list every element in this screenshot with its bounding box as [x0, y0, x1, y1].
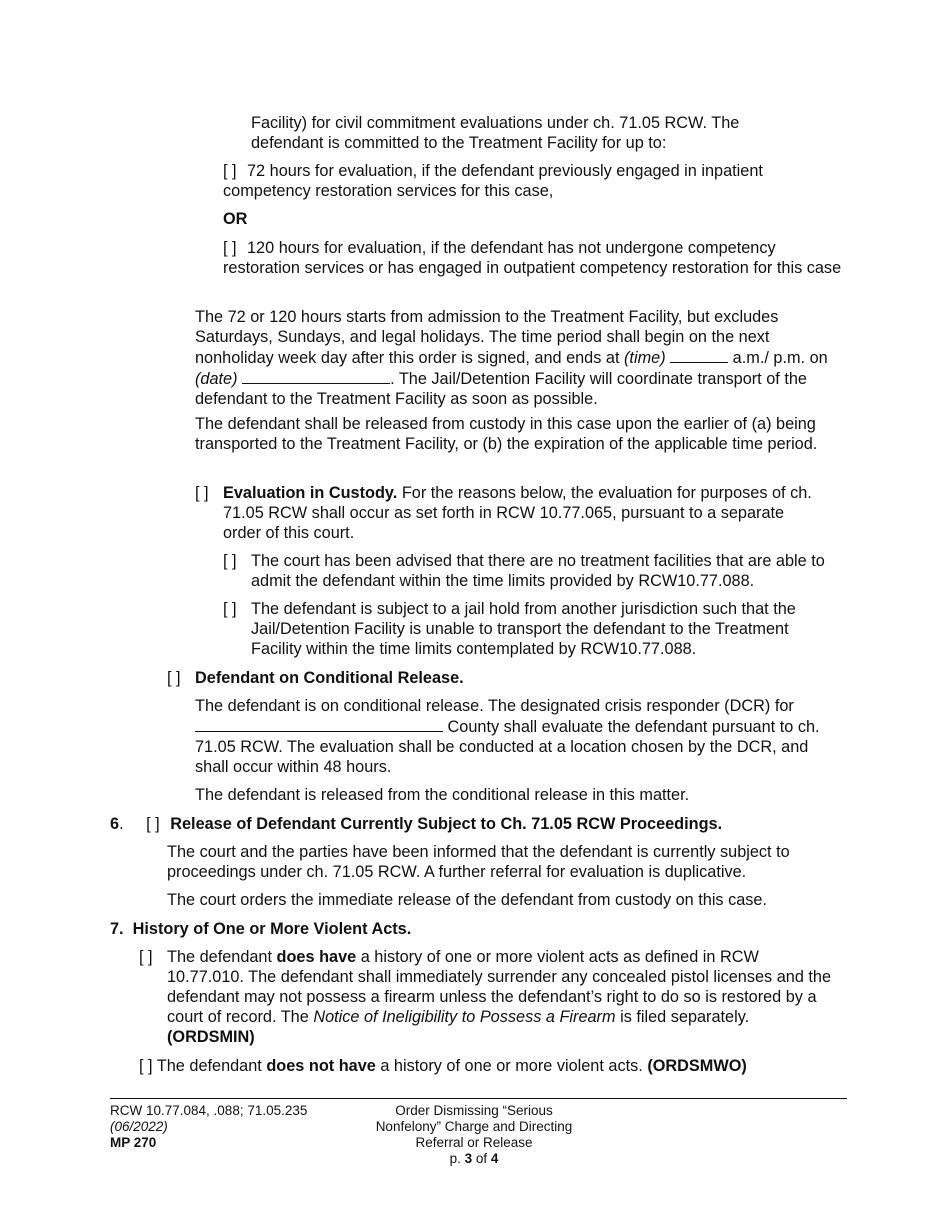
option-120-text: 120 hours for evaluation, if the defendant has not undergone competency restoration services or has engaged in outpatient competency restoration for this case [223, 239, 842, 277]
footer-divider [110, 1098, 847, 1099]
section-6-paragraph-2: The court orders the immediate release of the defendant from custody on this case. [167, 891, 768, 909]
does-not-have-text: a history of one or more violent acts. [375, 1057, 648, 1075]
footer-center [334, 1103, 614, 1167]
time-blank-field[interactable] [670, 347, 728, 363]
time-text-1: The 72 or 120 hours starts from admission to the Treatment Facility, but excludes Saturdays, Sundays, and legal holidays. The time period shall begin on the next nonholiday week day after this order is signed, and ends at [195, 308, 779, 367]
does-have-post: is filed separately. [615, 1008, 750, 1026]
option-72-text: 72 hours for evaluation, if the defendant previously engaged in inpatient competency restoration services for this case, [223, 162, 763, 200]
section-6-heading [110, 814, 850, 834]
firearm-notice-title: Notice of Ineligibility to Possess a Firearm [313, 1008, 616, 1026]
conditional-line-1: The defendant is on conditional release. The designated crisis responder (DCR) for [195, 697, 794, 715]
evaluation-in-custody [195, 483, 825, 543]
footer-title-line-1: Order Dismissing “Serious [395, 1103, 553, 1118]
code-ordsmin: (ORDSMIN) [167, 1028, 255, 1046]
or-label: OR [223, 210, 248, 228]
evaluation-custody-heading: Evaluation in Custody. [223, 484, 398, 502]
facility-line-2: defendant is committed to the Treatment Facility for up to: [251, 134, 667, 152]
evaluation-custody-text: For the reasons below, the evaluation for purposes of ch. 71.05 RCW shall occur as set forth in RCW 10.77.065, pursuant to a separate order of this court. [223, 484, 812, 542]
footer-form-number: MP 270 [110, 1135, 157, 1150]
conditional-release [167, 668, 827, 688]
checkbox-evaluation-custody[interactable]: [ ] [195, 484, 209, 502]
custody-reason-1-text: The court has been advised that there are no treatment facilities that are able to admit the defendant within the time limits provided by RCW10.77.088. [251, 552, 825, 590]
footer-title-line-3: Referral or Release [415, 1135, 533, 1150]
conditional-release-heading: Defendant on Conditional Release. [195, 669, 464, 687]
section-6-dot: . [119, 815, 124, 833]
time-label: (time) [624, 349, 666, 367]
checkbox-custody-reason-2[interactable]: [ ] [223, 600, 237, 618]
option-120-hours [223, 238, 843, 278]
checkbox-120-hours[interactable]: [ ] [223, 239, 237, 257]
release-paragraph: The defendant shall be released from custody in this case upon the earlier of (a) being transported to the Treatment Facility, or (b) the expiration of the applicable time period. [195, 415, 818, 453]
footer-date: (06/2022) [110, 1119, 168, 1134]
ampm-text: a.m./ p.m. on [728, 349, 828, 367]
violent-acts-option-2 [139, 1056, 839, 1076]
time-period-paragraph [195, 307, 840, 409]
checkbox-custody-reason-1[interactable]: [ ] [223, 552, 237, 570]
section-6-number: 6 [110, 815, 120, 833]
checkbox-section-6[interactable]: [ ] [146, 815, 160, 833]
option-72-hours [223, 161, 843, 201]
footer-page-number: p. 3 of 4 [449, 1151, 499, 1166]
does-not-have-pre: The defendant [152, 1057, 267, 1075]
footer-left [110, 1103, 307, 1151]
checkbox-does-have[interactable]: [ ] [139, 948, 153, 966]
county-blank-field[interactable] [195, 716, 443, 732]
code-ordsmwo: (ORDSMWO) [647, 1057, 747, 1075]
violent-acts-option-1 [139, 947, 839, 1047]
date-blank-field[interactable] [242, 368, 390, 384]
does-have-text: a history of one or more violent acts as defined in RCW 10.77.010. The defendant shall immediately surrender any concealed pistol licenses and the defendant may not possess a firearm unless the defendant’s right to do so is restored by a court of record. The [167, 948, 832, 1026]
date-label: (date) [195, 370, 238, 388]
does-not-have-bold: does not have [266, 1057, 376, 1075]
conditional-paragraph-2: The defendant is released from the conditional release in this matter. [195, 786, 690, 804]
does-have-pre: The defendant [167, 948, 277, 966]
checkbox-72-hours[interactable]: [ ] [223, 162, 237, 180]
footer-title-line-2: Nonfelony” Charge and Directing [375, 1119, 573, 1134]
time-text-2: . The Jail/Detention Facility will coordinate transport of the defendant to the Treatment Facility as soon as possible. [195, 370, 807, 408]
footer-statute: RCW 10.77.084, .088; 71.05.235 [110, 1103, 308, 1118]
checkbox-conditional-release[interactable]: [ ] [167, 669, 181, 687]
section-6-title: Release of Defendant Currently Subject to Ch. 71.05 RCW Proceedings. [170, 815, 723, 833]
conditional-line-rest: County shall evaluate the defendant pursuant to ch. 71.05 RCW. The evaluation shall be conducted at a location chosen by the DCR, and shall occur within 48 hours. [195, 718, 820, 776]
facility-paragraph [251, 113, 851, 153]
does-have-bold: does have [276, 948, 357, 966]
conditional-paragraph-1 [195, 696, 840, 777]
section-6-paragraph-1: The court and the parties have been informed that the defendant is currently subject to proceedings under ch. 71.05 RCW. A further referral for evaluation is duplicative. [167, 843, 790, 881]
checkbox-does-not-have[interactable]: [ ] [139, 1057, 153, 1075]
custody-reason-1 [223, 551, 843, 591]
section-7-heading: 7. History of One or More Violent Acts. [110, 920, 412, 938]
custody-reason-2 [223, 599, 843, 659]
custody-reason-2-text: The defendant is subject to a jail hold from another jurisdiction such that the Jail/Detention Facility is unable to transport the defendant to the Treatment Facility within the time limits contemplated by RCW10.77.088. [251, 600, 796, 658]
facility-line-1: Facility) for civil commitment evaluations under ch. 71.05 RCW. The [251, 114, 740, 132]
